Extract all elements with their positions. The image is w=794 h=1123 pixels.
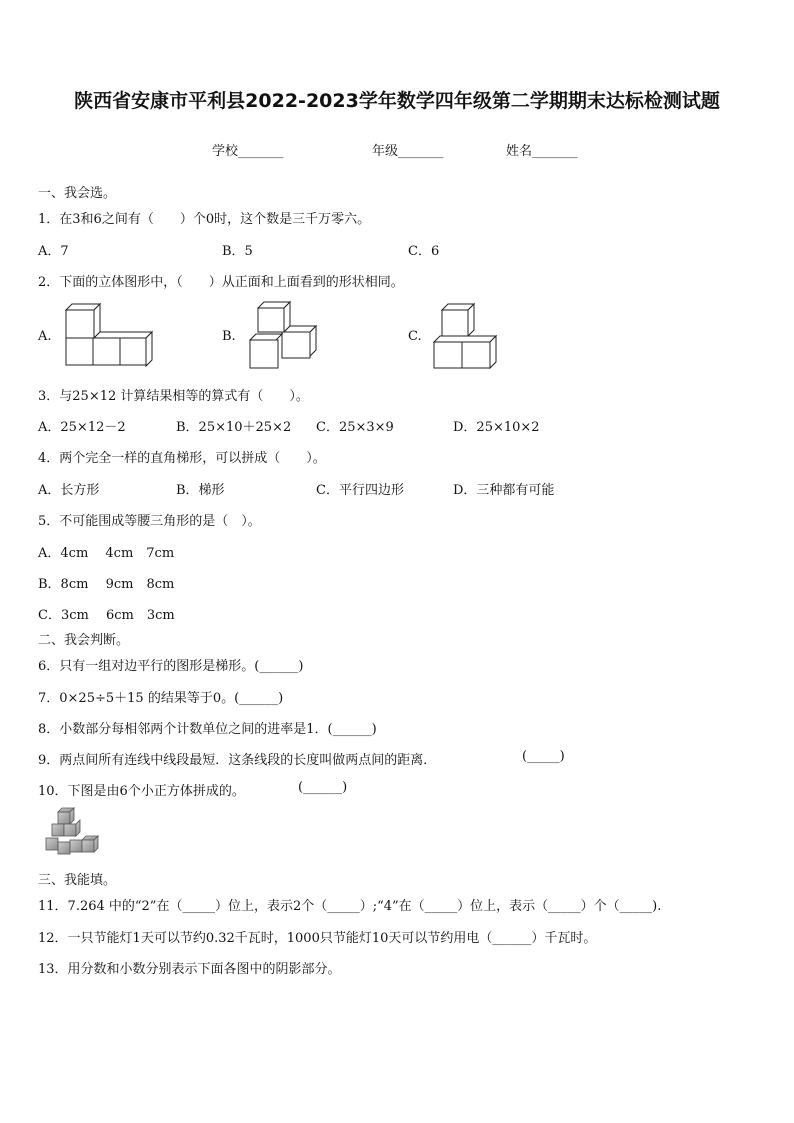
q10-cube-figure bbox=[44, 808, 100, 860]
q2-option-b: B. bbox=[222, 329, 236, 344]
question-8: 8．小数部分每相邻两个计数单位之间的进率是1．(______) bbox=[38, 722, 377, 737]
section-judge-heading: 二、我会判断。 bbox=[38, 633, 130, 648]
question-2: 2．下面的立体图形中，（ ）从正面和上面看到的形状相同。 bbox=[38, 275, 404, 290]
q5-option-a: A．4cm 4cm 7cm bbox=[38, 546, 175, 561]
question-5: 5．不可能围成等腰三角形的是（ ）。 bbox=[38, 514, 261, 529]
q5-option-c: C．3cm 6cm 3cm bbox=[38, 608, 175, 623]
q3-option-b: B．25×10＋25×2 bbox=[176, 420, 292, 435]
question-1: 1．在3和6之间有（ ）个0时，这个数是三千万零六。 bbox=[38, 212, 371, 227]
question-11: 11．7.264 中的“2”在（_____）位上，表示2个（_____）;“4”在（_____）位上，表示（_____）个（_____). bbox=[38, 899, 662, 914]
name-field: 姓名_______ bbox=[506, 144, 578, 159]
q4-option-b: B．梯形 bbox=[176, 483, 225, 498]
question-10-blank: (______) bbox=[298, 780, 348, 795]
q3-option-c: C．25×3×9 bbox=[316, 420, 394, 435]
q2-figure-c bbox=[432, 300, 500, 370]
q1-option-c: C．6 bbox=[408, 244, 440, 259]
grade-field: 年级_______ bbox=[372, 144, 444, 159]
q2-figure-b bbox=[246, 298, 321, 370]
q1-option-a: A．7 bbox=[38, 244, 69, 259]
question-3: 3．与25×12 计算结果相等的算式有（ ）。 bbox=[38, 389, 309, 404]
cube-icon bbox=[66, 304, 100, 338]
school-field: 学校_______ bbox=[212, 144, 284, 159]
q4-option-d: D．三种都有可能 bbox=[453, 483, 555, 498]
q3-option-a: A．25×12－2 bbox=[38, 420, 126, 435]
question-13: 13．用分数和小数分别表示下面各图中的阴影部分。 bbox=[38, 962, 341, 977]
question-10: 10．下图是由6个小正方体拼成的。 bbox=[38, 784, 245, 799]
q4-option-c: C．平行四边形 bbox=[316, 483, 404, 498]
section-fill-heading: 三、我能填。 bbox=[38, 873, 117, 888]
page-title: 陕西省安康市平利县2022-2023学年数学四年级第二学期期末达标检测试题 bbox=[74, 90, 720, 112]
q5-option-b: B．8cm 9cm 8cm bbox=[38, 577, 175, 592]
q1-option-b: B．5 bbox=[222, 244, 253, 259]
q2-figure-a bbox=[62, 300, 157, 366]
question-6: 6．只有一组对边平行的图形是梯形。(______) bbox=[38, 659, 304, 674]
q2-option-a: A. bbox=[38, 329, 52, 344]
q2-option-c: C. bbox=[408, 329, 422, 344]
q4-option-a: A．长方形 bbox=[38, 483, 100, 498]
question-7: 7．0×25÷5＋15 的结果等于0。(______) bbox=[38, 691, 284, 706]
q3-option-d: D．25×10×2 bbox=[453, 420, 540, 435]
section-choice-heading: 一、我会选。 bbox=[38, 186, 117, 201]
question-9: 9．两点间所有连线中线段最短．这条线段的长度叫做两点间的距离． bbox=[38, 753, 437, 768]
question-9-blank: (_____) bbox=[522, 749, 565, 764]
question-12: 12．一只节能灯1天可以节约0.32千瓦时，1000只节能灯10天可以节约用电（______）千瓦时。 bbox=[38, 931, 597, 946]
question-4: 4．两个完全一样的直角梯形，可以拼成（ ）。 bbox=[38, 451, 326, 466]
